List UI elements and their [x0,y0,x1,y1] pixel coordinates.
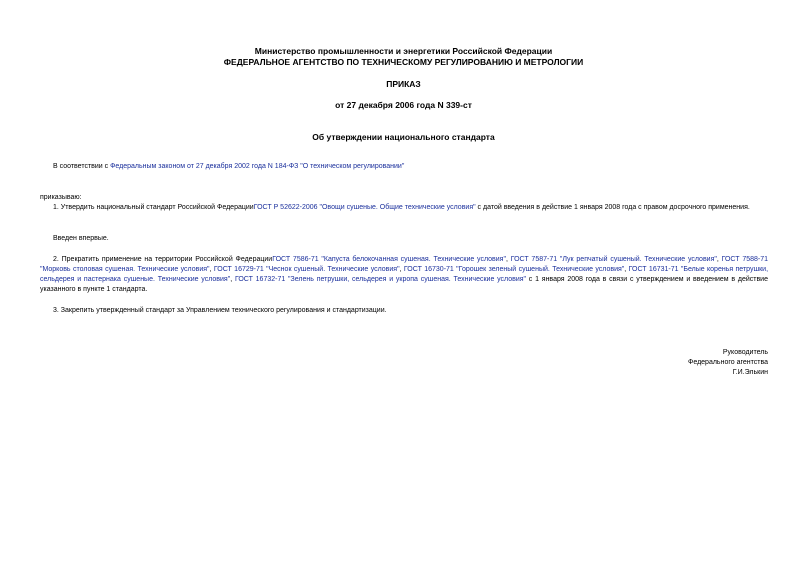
item-2-paragraph [40,255,768,295]
document-subject: Об утверждении национального стандарта [312,132,495,142]
ministry-heading: Министерство промышленности и энергетики Российской Федерации [254,46,553,56]
gost-r-52622-link[interactable]: ГОСТ Р 52622-2006 "Овощи сушеные. Общие технические условия" [253,204,476,211]
gost-16732-link[interactable]: ГОСТ 16732-71 "Зелень петрушки, сельдерея и укропа сушеная. Технические условия" [234,276,527,283]
list-separator: , [230,276,235,283]
federal-law-link[interactable]: Федеральным законом от 27 декабря 2002 года N 184-ФЗ "О техническом регулировании" [110,163,405,170]
list-separator: , [716,256,722,263]
item-1-paragraph [40,203,768,213]
item-1-suffix: с датой введения в действие 1 января 2008 года с правом досрочного применения. [475,204,750,211]
gost-7586-link[interactable]: ГОСТ 7586-71 "Капуста белокочанная сушеная. Технические условия" [272,256,506,263]
date-number: от 27 декабря 2006 года N 339-ст [335,100,472,110]
document-type: ПРИКАЗ [386,79,421,89]
list-separator: , [505,256,511,263]
item-1-prefix: 1. Утвердить национальный стандарт Российской Федерации [53,204,254,211]
list-separator: , [399,266,404,273]
item-2-prefix: 2. Прекратить применение на территории Российской Федерации [53,256,273,263]
gost-7588-link[interactable]: ГОСТ 7588-71 "Морковь столовая сушеная. Технические условия" [40,256,769,273]
list-separator: , [624,266,629,273]
signature-name: Г.И.Элькин [732,369,768,376]
agency-heading: ФЕДЕРАЛЬНОЕ АГЕНТСТВО ПО ТЕХНИЧЕСКОМУ РЕГУЛИРОВАНИЮ И МЕТРОЛОГИИ [223,57,584,67]
preamble-paragraph [40,162,768,172]
item-2-suffix: с 1 января 2008 года в связи с утверждением и введением в действие указанного в пункте 1 стандарта. [40,276,768,293]
item-3-paragraph: 3. Закрепить утвержденный стандарт за Управлением технического регулирования и стандартизации. [53,307,387,314]
signature-agency: Федерального агентства [688,359,768,366]
order-word: приказываю: [40,194,82,201]
gost-16730-link[interactable]: ГОСТ 16730-71 "Горошек зеленый сушеный. Технические условия" [403,266,625,273]
signature-title: Руководитель [722,349,768,356]
gost-16729-link[interactable]: ГОСТ 16729-71 "Чеснок сушеный. Технические условия" [213,266,400,273]
list-separator: , [209,266,214,273]
gost-7587-link[interactable]: ГОСТ 7587-71 "Лук репчатый сушеный. Технические условия" [510,256,717,263]
preamble-text: В соответствии с [53,163,111,170]
gost-16731-link[interactable]: ГОСТ 16731-71 "Белые коренья петрушки, сельдерея и пастернака сушеные. Технические условия" [40,266,769,283]
first-introduced-note: Введен впервые. [53,235,109,242]
